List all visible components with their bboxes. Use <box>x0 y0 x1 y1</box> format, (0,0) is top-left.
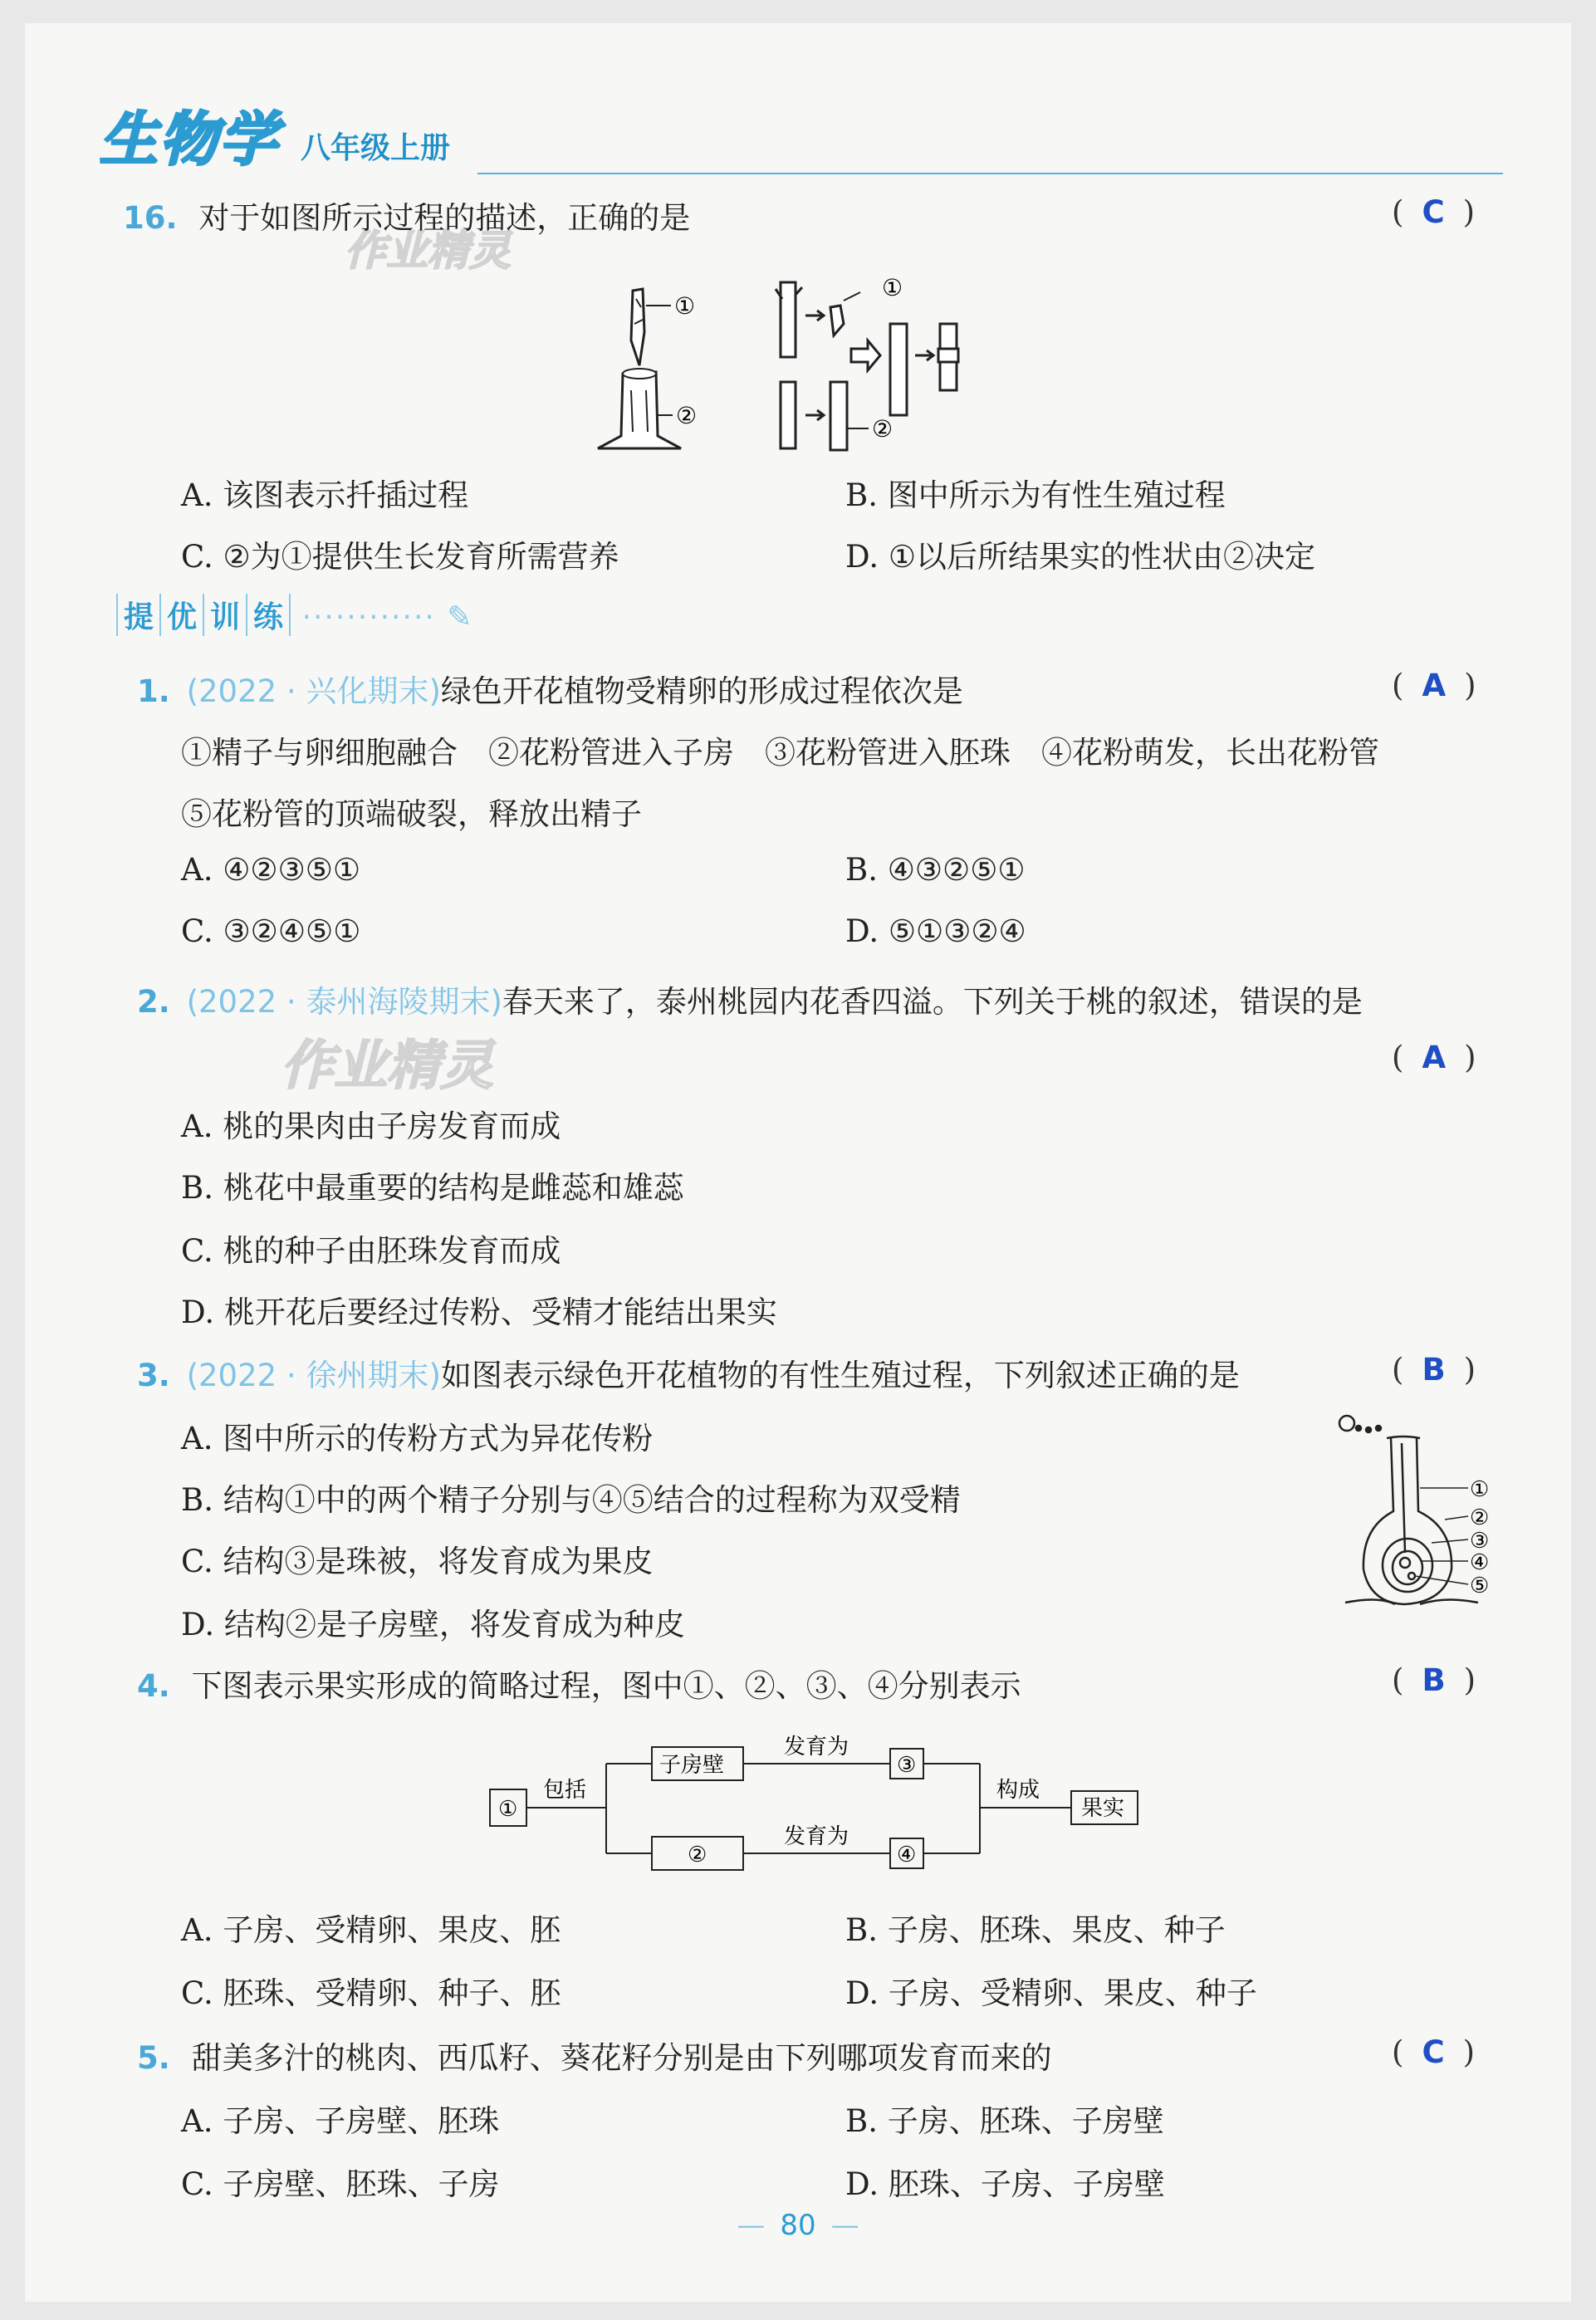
question-number: 5. <box>137 2040 170 2076</box>
page-number-dash: — <box>830 2209 859 2242</box>
option-d: D. 结构②是子房壁，将发育成为种皮 <box>181 1607 685 1642</box>
question-1-steps: ⑤花粉管的顶端破裂，释放出精子 <box>181 796 642 832</box>
answer-2: ( A ) <box>1392 1040 1476 1075</box>
pistil-figure <box>1329 1403 1503 1619</box>
answer-3: ( B ) <box>1392 1352 1476 1388</box>
section-leader-dots: ············ ✎ <box>291 600 474 634</box>
option-c: C. 子房壁、胚珠、子房 <box>181 2166 500 2202</box>
grafting-figure <box>581 274 1096 465</box>
watermark: 作业精灵 <box>345 227 511 275</box>
option-b: B. 结构①中的两个精子分别与④⑤结合的过程称为双受精 <box>181 1482 961 1518</box>
question-5-stem <box>137 2033 1052 2078</box>
question-text: 如图表示绿色开花植物的有性生殖过程，下列叙述正确的是 <box>440 1358 1240 1393</box>
option-a: A. 该图表示扦插过程 <box>181 477 469 513</box>
question-3-stem <box>137 1350 1240 1395</box>
question-text: 绿色开花植物受精卵的形成过程依次是 <box>440 673 963 709</box>
diagram-n3: ③ <box>897 1753 917 1778</box>
diagram-n2: ② <box>688 1843 707 1867</box>
option-b: B. 子房、胚珠、果皮、种子 <box>845 1912 1226 1948</box>
option-c: C. 桃的种子由胚珠发育而成 <box>181 1233 561 1269</box>
option-b: B. 子房、胚珠、子房壁 <box>845 2103 1164 2139</box>
option-c: C. 结构③是珠被，将发育成为果皮 <box>181 1544 654 1579</box>
option-b: B. ④③②⑤① <box>845 852 1026 888</box>
header-rule <box>477 173 1503 174</box>
diagram-include: 包括 <box>543 1778 587 1803</box>
page-number <box>0 2209 1596 2242</box>
section-char: 练 <box>247 594 291 636</box>
diagram-develop-1: 发育为 <box>784 1735 849 1760</box>
option-d: D. 子房、受精卵、果皮、种子 <box>845 1975 1257 2011</box>
option-a: A. 子房、受精卵、果皮、胚 <box>181 1912 561 1948</box>
figure-label-4: ④ <box>1470 1550 1490 1575</box>
answer-16: ( C ) <box>1392 194 1476 230</box>
figure-label-2: ② <box>676 402 698 429</box>
question-text: 甜美多汁的桃肉、西瓜籽、葵花籽分别是由下列哪项发育而来的 <box>191 2040 1052 2076</box>
option-a: A. 桃的果肉由子房发育而成 <box>181 1109 561 1144</box>
question-source: (2022 · 徐州期末) <box>186 1358 441 1393</box>
option-a: A. 图中所示的传粉方式为异花传粉 <box>181 1421 654 1456</box>
section-char: 训 <box>204 594 247 636</box>
stock-drawing <box>598 369 681 448</box>
header-subtitle: 八年级上册 <box>301 131 451 165</box>
diagram-n1: ① <box>498 1797 518 1822</box>
option-d: D. 胚珠、子房、子房壁 <box>845 2166 1165 2202</box>
question-number: 1. <box>137 673 170 709</box>
question-number: 16. <box>123 200 178 236</box>
pistil-drawing <box>1339 1416 1478 1604</box>
section-char: 优 <box>161 594 204 636</box>
question-16-stem <box>123 193 690 237</box>
option-c: C. ②为①提供生长发育所需营养 <box>181 539 619 575</box>
figure-label-5: ⑤ <box>1470 1574 1490 1598</box>
question-text: 对于如图所示过程的描述，正确的是 <box>198 200 691 236</box>
option-d: D. ①以后所结果实的性状由②决定 <box>845 539 1316 575</box>
option-d: D. ⑤①③②④ <box>845 913 1026 949</box>
figure-label-3: ③ <box>1470 1529 1490 1554</box>
answer-letter: C <box>1422 194 1445 230</box>
figure-label-2: ② <box>1470 1505 1490 1530</box>
question-4-stem <box>137 1661 1021 1706</box>
question-1-stem <box>137 666 963 711</box>
fruit-formation-diagram <box>482 1727 1146 1893</box>
answer-letter: A <box>1422 668 1447 703</box>
option-a: A. ④②③⑤① <box>181 852 361 888</box>
answer-letter: B <box>1422 1352 1446 1388</box>
scion-drawing <box>631 289 671 365</box>
diagram-ovary-wall: 子房壁 <box>659 1753 725 1778</box>
question-number: 4. <box>137 1668 170 1704</box>
answer-4: ( B ) <box>1392 1662 1476 1698</box>
option-d: D. 桃开花后要经过传粉、受精才能结出果实 <box>181 1295 777 1330</box>
page-number-dash: — <box>737 2209 766 2242</box>
option-a: A. 子房、子房壁、胚珠 <box>181 2103 500 2139</box>
watermark: 作业精灵 <box>281 1035 493 1097</box>
page-number-value: 80 <box>780 2209 816 2242</box>
option-b: B. 桃花中最重要的结构是雌蕊和雄蕊 <box>181 1170 684 1206</box>
question-number: 3. <box>137 1358 170 1393</box>
header-title: 生物学 <box>100 105 279 174</box>
option-b: B. 图中所示为有性生殖过程 <box>845 477 1226 513</box>
question-2-stem <box>137 976 1363 1021</box>
diagram-n4: ④ <box>897 1843 917 1867</box>
figure-label-1: ① <box>674 292 696 320</box>
figure-label-1: ① <box>1470 1477 1490 1502</box>
figure-label-4: ② <box>872 415 893 443</box>
graft-steps-drawing <box>776 282 958 450</box>
figure-label-3: ① <box>882 274 903 301</box>
question-text: 下图表示果实形成的简略过程，图中①、②、③、④分别表示 <box>191 1668 1021 1704</box>
diagram-fruit: 果实 <box>1081 1796 1125 1821</box>
question-1-steps: ①精子与卵细胞融合 ②花粉管进入子房 ③花粉管进入胚珠 ④花粉萌发，长出花粉管 <box>181 735 1379 771</box>
option-c: C. ③②④⑤① <box>181 913 361 949</box>
diagram-develop-2: 发育为 <box>784 1824 849 1849</box>
answer-letter: C <box>1422 2034 1445 2070</box>
question-source: (2022 · 兴化期末) <box>186 673 441 709</box>
question-source: (2022 · 泰州海陵期末) <box>186 984 502 1020</box>
answer-5: ( C ) <box>1392 2034 1476 2070</box>
question-text: 春天来了，泰州桃园内花香四溢。下列关于桃的叙述，错误的是 <box>502 984 1363 1020</box>
section-char: 提 <box>116 594 161 636</box>
option-c: C. 胚珠、受精卵、种子、胚 <box>181 1975 561 2011</box>
section-title <box>116 594 473 636</box>
diagram-form: 构成 <box>996 1778 1040 1803</box>
question-number: 2. <box>137 984 170 1020</box>
answer-letter: B <box>1422 1662 1446 1698</box>
answer-letter: A <box>1422 1040 1447 1075</box>
answer-1: ( A ) <box>1392 668 1476 703</box>
